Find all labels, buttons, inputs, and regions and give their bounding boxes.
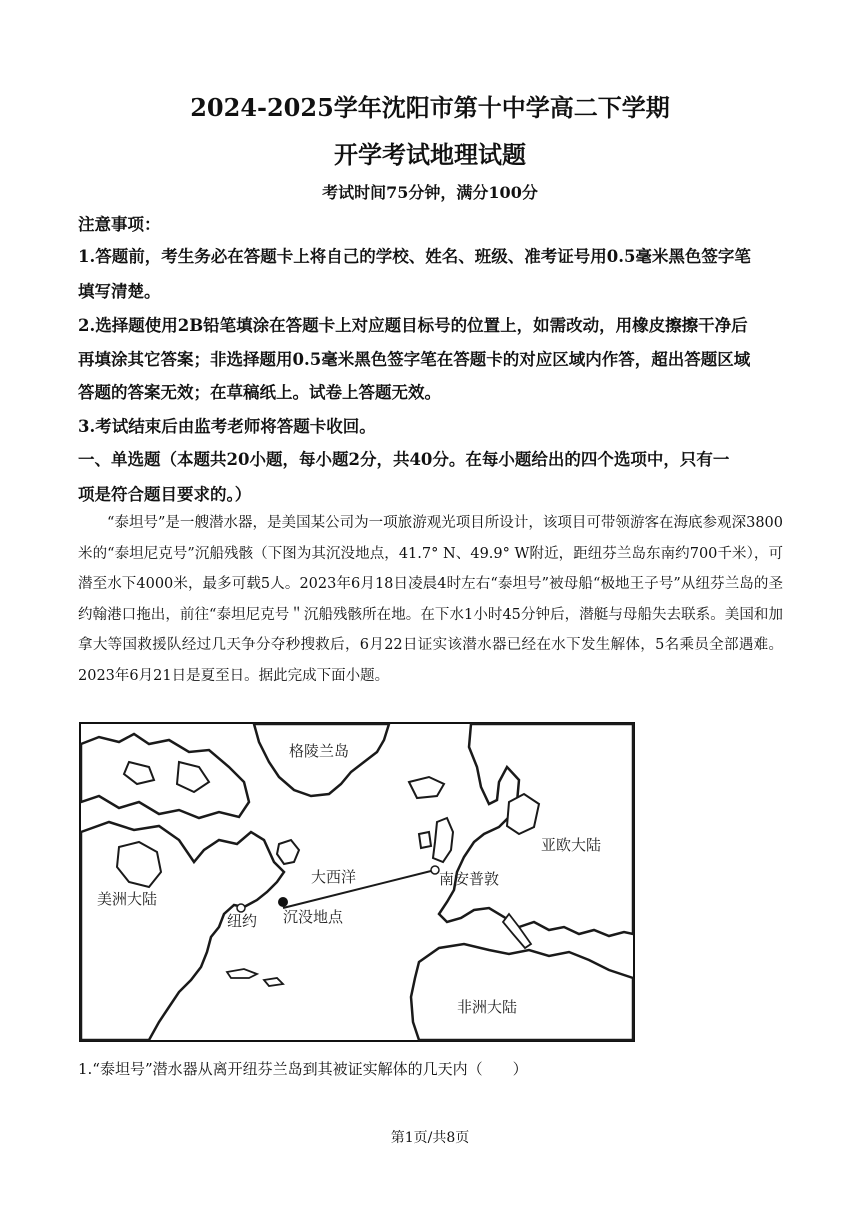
exam-title-line1: 2024-2025学年沈阳市第十中学高二下学期 bbox=[190, 93, 670, 122]
label-americas: 美洲大陆 bbox=[97, 890, 158, 908]
notes-item2-line1: 2.选择题使用2B铅笔填涂在答题卡上对应题目标号的位置上，如需改动，用橡皮擦擦干净后 bbox=[78, 316, 748, 335]
exam-info: 考试时间75分钟，满分100分 bbox=[322, 183, 538, 202]
notes-item2-line3: 答题的答案无效；在草稿纸上。试卷上答题无效。 bbox=[78, 383, 441, 402]
label-atlantic: 大西洋 bbox=[311, 868, 357, 886]
notes-item2-line2: 再填涂其它答案；非选择题用0.5毫米黑色签字笔在答题卡的对应区域内作答，超出答题区域 bbox=[78, 350, 751, 369]
newyork-point bbox=[237, 904, 245, 912]
passage-text: “泰坦号”是一艘潜水器，是美国某公司为一项旅游观光项目所设计，该项目可带领游客在海底参观深3800米的“泰坦尼克号”沉船残骸（下图为其沉没地点，41.7° N、49.9° W附近，距纽芬兰岛东南约700千米），可潜至水下4000米，最多可载5人。2023年6月18日凌晨4时左右“泰坦号”被母船“极地王子号”从纽芬兰岛的圣约翰港口拖出，前往“泰坦尼克号＂沉船残骸所在地。在下水1小时45分钟后，潜艇与母船失去联系。美国和加拿大等国救援队经过几天争分夺秒搜救后，6月22日证实该潜水器已经在水下发生解体，5名乘员全部遇难。2023年6月21日是夏至日。据此完成下面小题。 bbox=[78, 515, 783, 684]
section-heading-line1: 一、单选题（本题共20小题，每小题2分，共40分。在每小题给出的四个选项中，只有一 bbox=[78, 450, 730, 469]
atlantic-map bbox=[79, 722, 635, 1042]
notes-item3: 3.考试结束后由监考老师将答题卡收回。 bbox=[78, 417, 376, 436]
label-greenland: 格陵兰岛 bbox=[289, 742, 350, 760]
label-eurasia: 亚欧大陆 bbox=[541, 836, 602, 854]
page-number: 第1页/共8页 bbox=[390, 1130, 470, 1146]
reading-passage bbox=[78, 508, 783, 691]
question-1: 1.“泰坦号”潜水器从离开纽芬兰岛到其被证实解体的几天内（ ） bbox=[78, 1060, 528, 1078]
label-southampton: 南安普敦 bbox=[439, 870, 500, 888]
label-newyork: 纽约 bbox=[227, 912, 258, 930]
sinking-site-point bbox=[278, 897, 288, 907]
notes-heading: 注意事项： bbox=[78, 215, 161, 234]
exam-title-line2: 开学考试地理试题 bbox=[334, 140, 526, 169]
southampton-point bbox=[431, 866, 439, 874]
label-africa: 非洲大陆 bbox=[457, 998, 518, 1016]
notes-item1-line1: 1.答题前，考生务必在答题卡上将自己的学校、姓名、班级、准考证号用0.5毫米黑色签字笔 bbox=[78, 247, 751, 266]
notes-item1-line2: 填写清楚。 bbox=[78, 282, 161, 301]
label-sinking-site: 沉没地点 bbox=[283, 908, 344, 926]
section-heading-line2: 项是符合题目要求的。） bbox=[78, 485, 252, 504]
